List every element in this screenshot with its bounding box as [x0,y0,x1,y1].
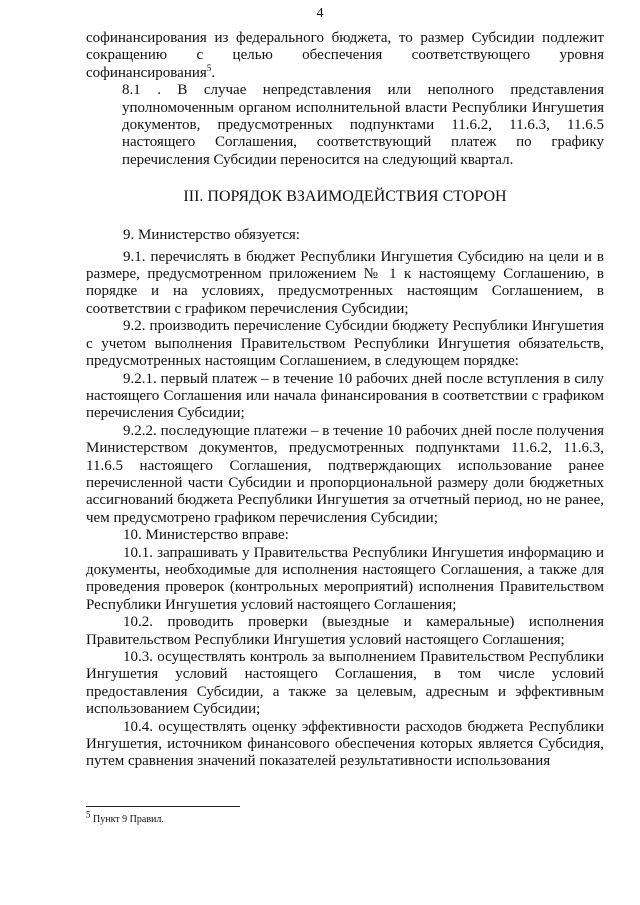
clause-8-1-block [86,82,604,169]
clause-10-1: 10.1. запрашивать у Правительства Республики Ингушетия информацию и документы, необходимые для исполнения настоящего Соглашения, а также для проведения проверок (контрольных мероприятий) исполнения Правительством Республики Ингушетия условий настоящего Соглашения; [86,544,604,613]
paragraph-continuation [86,30,604,82]
footnote-separator [86,806,240,807]
clause-10-4: 10.4. осуществлять оценку эффективности расходов бюджета Республики Ингушетия, источником финансового обеспечения которых является Субсидия, путем сравнения значений показателей результативности использования [86,718,604,770]
clause-9: 9. Министерство обязуется: [123,227,300,244]
section-heading: III. ПОРЯДОК ВЗАИМОДЕЙСТВИЯ СТОРОН [183,188,507,206]
footnote-ref: 5 [206,62,212,73]
document-body [86,30,604,771]
clause-8-1: 8.1 . В случае непредставления или неполного представления уполномоченным органом исполнительной власти Республики Ингушетия документов, предусмотренных подпунктами 11.6.2, 11.6.3, 11.6.5 настоящего Соглашения, соответствующий платеж по графику перечисления Субсидии переносится на следующий квартал. [122,82,604,168]
clause-9-2-1: 9.2.1. первый платеж – в течение 10 рабочих дней после вступления в силу настоящего Соглашения или начала финансирования в соответствии с графиком перечисления Субсидии; [86,370,604,422]
footnote-mark: 5 [86,809,91,820]
clause-9-2-2: 9.2.2. последующие платежи – в течение 10 рабочих дней после получения Министерством документов, предусмотренных подпунктами 11.6.2, 11.6.3, 11.6.5 настоящего Соглашения, подтверждающих использование ранее перечисленной части Субсидии и пропорциональной размеру доли бюджетных ассигнований бюджета Республики Ингушетия за отчетный период, но не ранее, чем предусмотрено графиком перечисления Субсидии; [86,422,604,526]
paragraph-continuation-end: . [211,64,216,81]
clause-10-3: 10.3. осуществлять контроль за выполнением Правительством Республики Ингушетия условий настоящего Соглашения, в том числе условий предоставления Субсидии, а также за целевым, адресным и эффективным использованием Субсидии; [86,649,604,718]
clause-9-1: 9.1. перечислять в бюджет Республики Ингушетия Субсидию на цели и в размере, предусмотренном приложением № 1 к настоящему Соглашению, в порядке и на условиях, предусмотренных настоящим Соглашением, в соответствии с графиком перечисления Субсидии; [86,248,604,317]
footnote [86,809,164,826]
clause-9-2: 9.2. производить перечисление Субсидии бюджету Республики Ингушетия с учетом выполнения Правительством Республики Ингушетия обязательств, предусмотренных настоящим Соглашением, в следующем порядке: [86,318,604,370]
page-number: 4 [316,6,324,21]
paragraph-continuation-text: софинансирования из федерального бюджета, то размер Субсидии подлежит сокращению с целью обеспечения соответствующего уровня софинансирования [86,30,604,81]
footnote-text: Пункт 9 Правил. [90,814,164,825]
clause-10-2: 10.2. проводить проверки (выездные и камеральные) исполнения Правительством Республики Ингушетия условий настоящего Соглашения; [86,614,604,648]
clause-10: 10. Министерство вправе: [123,527,289,544]
